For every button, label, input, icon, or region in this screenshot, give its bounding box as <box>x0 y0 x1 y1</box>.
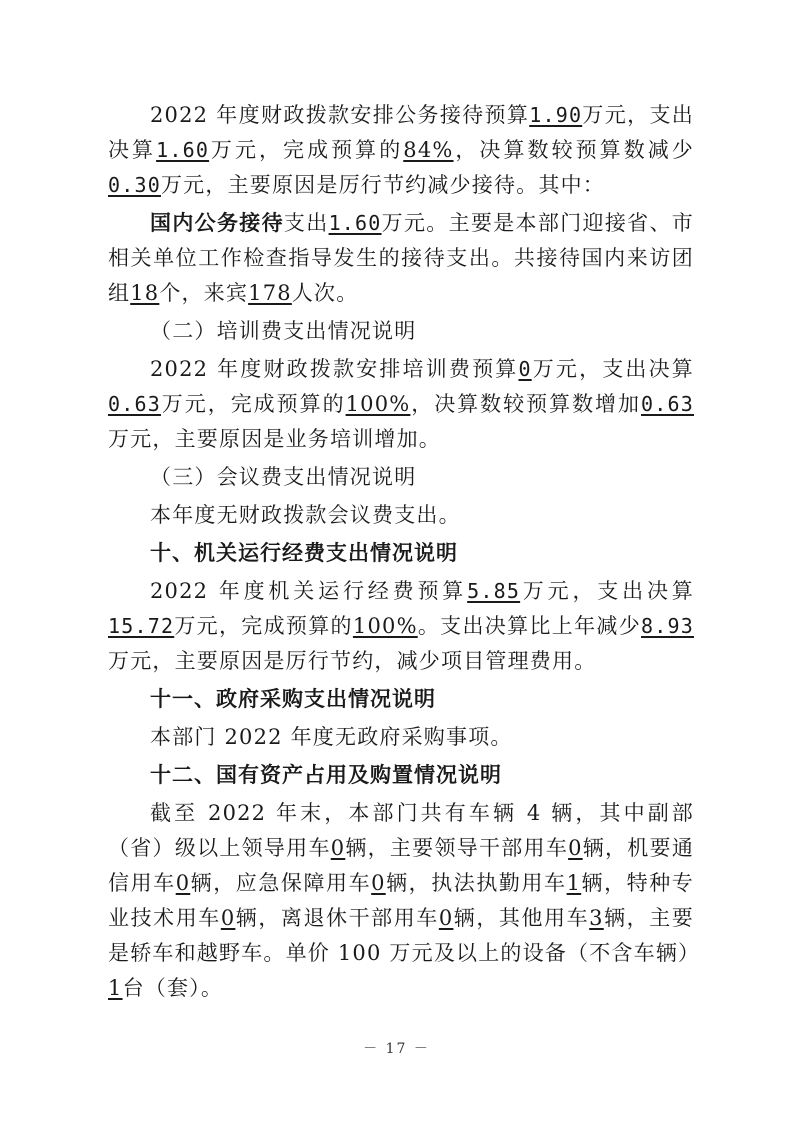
underlined-value: 8.93 <box>641 614 694 638</box>
document-body <box>108 98 701 1006</box>
text: 2022 年度财政拨款安排公务接待预算 <box>150 103 530 127</box>
text: 个，来宾 <box>159 281 249 305</box>
subheading-training: （二）培训费支出情况说明 <box>150 319 417 343</box>
underlined-value: 15.72 <box>108 614 175 638</box>
underlined-value: 3 <box>589 906 604 930</box>
text: 万元。主要是本部门迎接省、市相关单位工作检查指导发生的接待支出。共接待国内来访团组 <box>108 211 694 305</box>
text: 万元，支出决算 <box>531 357 694 381</box>
text: 万元，支出决算 <box>520 579 694 603</box>
underlined-value: 0.63 <box>108 392 161 416</box>
text: 2022 年度财政拨款安排培训费预算 <box>150 357 519 381</box>
paragraph-operating-expenses <box>108 574 694 679</box>
underlined-value: 0 <box>438 906 454 930</box>
text: 万元，完成预算的 <box>174 614 353 638</box>
text: 万元，主要原因是厉行节约减少接待。其中： <box>160 173 605 197</box>
text: 万元，支出决算 <box>108 103 694 162</box>
text: 万元，完成预算的 <box>160 392 346 416</box>
text: 辆，特种专业技术用车 <box>108 871 694 930</box>
underlined-value: 0 <box>175 871 191 895</box>
heading-section-12: 十二、国有资产占用及购置情况说明 <box>150 763 502 787</box>
paragraph-domestic-reception <box>108 206 694 311</box>
text: 万元，完成预算的 <box>209 138 404 162</box>
text: 台（套）。 <box>122 976 224 1000</box>
bold-label: 国内公务接待 <box>150 211 284 235</box>
underlined-value: 1 <box>108 976 123 1000</box>
underlined-value: 178 <box>248 281 292 305</box>
paragraph-procurement: 本部门 2022 年度无政府采购事项。 <box>150 725 513 749</box>
subheading-meeting: （三）会议费支出情况说明 <box>150 465 417 489</box>
text: ，决算数较预算数减少 <box>453 138 694 162</box>
heading-section-10: 十、机关运行经费支出情况说明 <box>150 541 458 565</box>
underlined-value: 0.30 <box>108 173 161 197</box>
underlined-value: 5.85 <box>467 579 521 603</box>
text: 支出 <box>283 211 329 235</box>
paragraph-reception-budget <box>108 98 694 203</box>
underlined-value: 0 <box>568 836 583 860</box>
text: 万元，主要原因是业务培训增加。 <box>108 427 441 451</box>
underlined-value: 100% <box>352 614 418 638</box>
paragraph-training-budget <box>108 352 694 457</box>
underlined-value: 1.60 <box>156 138 210 162</box>
underlined-value: 0 <box>518 357 532 381</box>
underlined-value: 1.90 <box>529 103 583 127</box>
text: 辆，主要领导干部用车 <box>345 836 569 860</box>
text: 辆，主要是轿车和越野车。单价 100 万元及以上的设备（不含车辆） <box>108 906 701 965</box>
underlined-value: 18 <box>130 281 160 305</box>
underlined-value: 100% <box>345 392 411 416</box>
heading-section-11: 十一、政府采购支出情况说明 <box>150 687 436 711</box>
underlined-value: 0.63 <box>641 392 694 416</box>
text: 辆，机要通信用车 <box>108 836 695 895</box>
underlined-value: 84% <box>403 138 454 162</box>
text: 人次。 <box>291 281 359 305</box>
underlined-value: 0 <box>371 871 386 895</box>
text: 辆，执法执勤用车 <box>385 871 567 895</box>
underlined-value: 0 <box>220 906 236 930</box>
text: 截至 2022 年末，本部门共有车辆 4 辆，其中副部（省）级以上领导用车 <box>108 801 694 860</box>
text: 万元，主要原因是厉行节约，减少项目管理费用。 <box>108 649 597 673</box>
underlined-value: 0 <box>330 836 346 860</box>
underlined-value: 1.60 <box>328 211 382 235</box>
text: 辆，离退休干部用车 <box>235 906 439 930</box>
paragraph-assets <box>108 796 701 1006</box>
text: 辆，其他用车 <box>453 906 590 930</box>
page-number: － 17 － <box>363 1041 430 1057</box>
text: ，决算数较预算数增加 <box>410 392 642 416</box>
underlined-value: 1 <box>566 871 582 895</box>
paragraph-meeting: 本年度无财政拨款会议费支出。 <box>150 503 461 527</box>
text: 2022 年度机关运行经费预算 <box>150 579 468 603</box>
text: 。支出决算比上年减少 <box>417 614 642 638</box>
text: 辆，应急保障用车 <box>190 871 372 895</box>
